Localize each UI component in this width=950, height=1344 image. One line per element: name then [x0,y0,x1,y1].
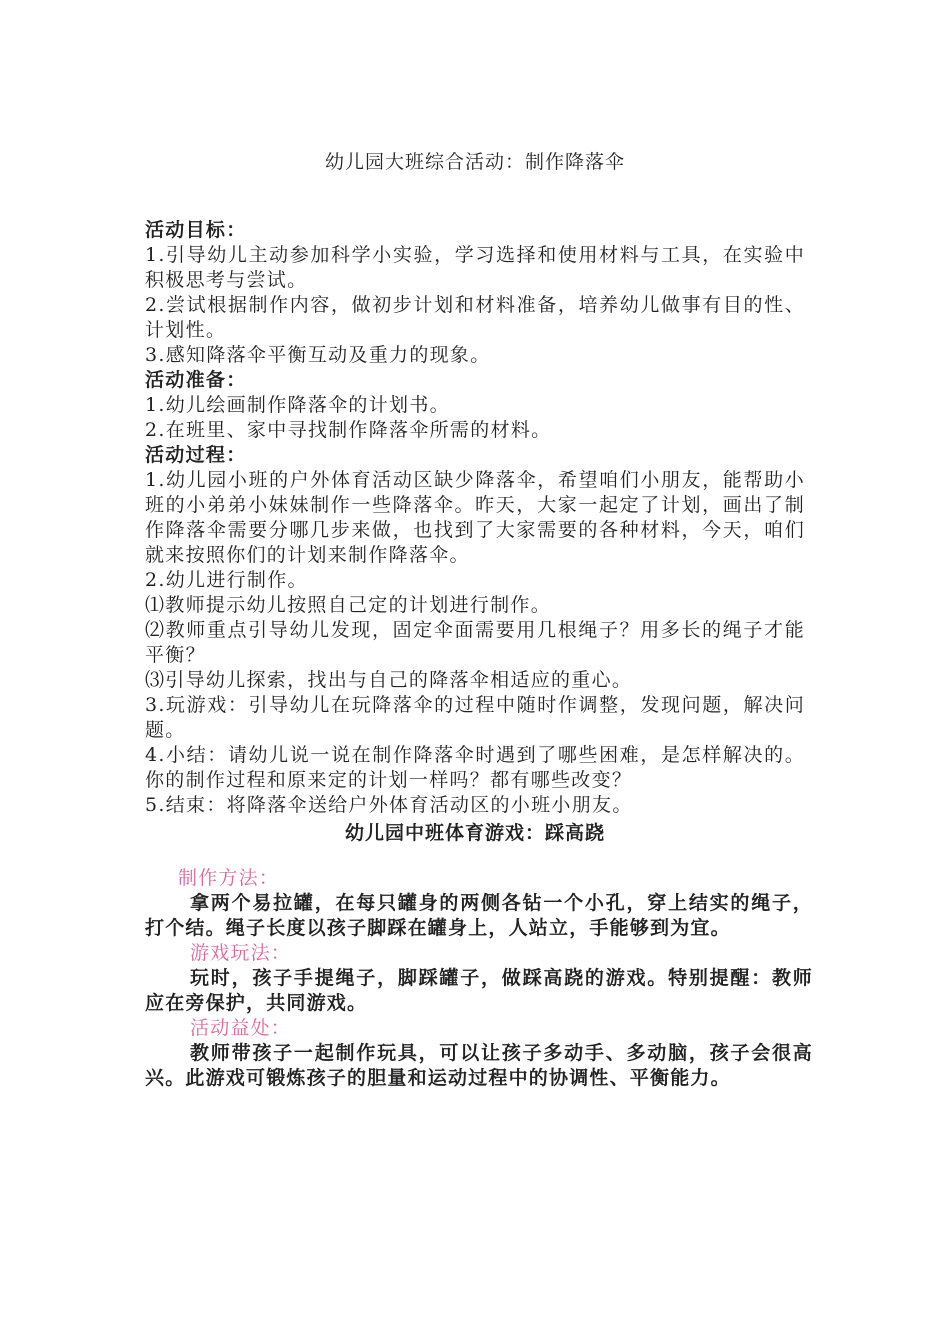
process-item: 5.结束：将降落伞送给户外体育活动区的小班小朋友。 [145,794,633,816]
goal-item: 1.引导幼儿主动参加科学小实验，学习选择和使用材料与工具，在实验中积极思考与尝试。 [145,244,805,291]
method-heading: 制作方法： [178,867,280,889]
goal-heading: 活动目标： [145,219,247,241]
process-item: 1.幼儿园小班的户外体育活动区缺少降落伞，希望咱们小朋友，能帮助小班的小弟弟小妹妹制作一些降落伞。昨天，大家一起定了计划，画出了制作降落伞需要分哪几步来做，也找到了大家需要的各种材料，今天，咱们就来按照你们的计划来制作降落伞。 [145,469,805,566]
prep-item: 1.幼儿绘画制作降落伞的计划书。 [145,394,450,416]
section1-body [145,218,805,818]
section2-title: 幼儿园中班体育游戏：踩高跷 [344,822,605,844]
benefit-heading: 活动益处： [190,1017,292,1039]
section2-body [145,866,813,1091]
process-item: ⑵教师重点引导幼儿发现，固定伞面需要用几根绳子？用多长的绳子才能平衡？ [145,619,805,666]
section1-title: 幼儿园大班综合活动：制作降落伞 [324,151,625,173]
benefit-text: 教师带孩子一起制作玩具，可以让孩子多动手、多动脑，孩子会很高兴。此游戏可锻炼孩子的胆量和运动过程中的协调性、平衡能力。 [145,1042,813,1089]
process-item: 3.玩游戏：引导幼儿在玩降落伞的过程中随时作调整，发现问题，解决问题。 [145,694,805,741]
process-heading: 活动过程： [145,444,247,466]
method-text: 拿两个易拉罐，在每只罐身的两侧各钻一个小孔，穿上结实的绳子，打个结。绳子长度以孩子脚踩在罐身上，人站立，手能够到为宜。 [145,892,813,939]
goal-item: 2.尝试根据制作内容，做初步计划和材料准备，培养幼儿做事有目的性、计划性。 [145,294,805,341]
process-item: ⑶引导幼儿探索，找出与自己的降落伞相适应的重心。 [145,669,633,691]
goal-item: 3.感知降落伞平衡互动及重力的现象。 [145,344,491,366]
process-item: 2.幼儿进行制作。 [145,569,308,591]
prep-heading: 活动准备： [145,369,247,391]
play-heading: 游戏玩法： [190,942,292,964]
process-item: 4.小结：请幼儿说一说在制作降落伞时遇到了哪些困难，是怎样解决的。你的制作过程和原来定的计划一样吗？都有哪些改变？ [145,744,805,791]
prep-item: 2.在班里、家中寻找制作降落伞所需的材料。 [145,419,552,441]
play-text: 玩时，孩子手提绳子，脚踩罐子，做踩高跷的游戏。特别提醒：教师应在旁保护，共同游戏。 [145,967,813,1014]
process-item: ⑴教师提示幼儿按照自己定的计划进行制作。 [145,594,552,616]
